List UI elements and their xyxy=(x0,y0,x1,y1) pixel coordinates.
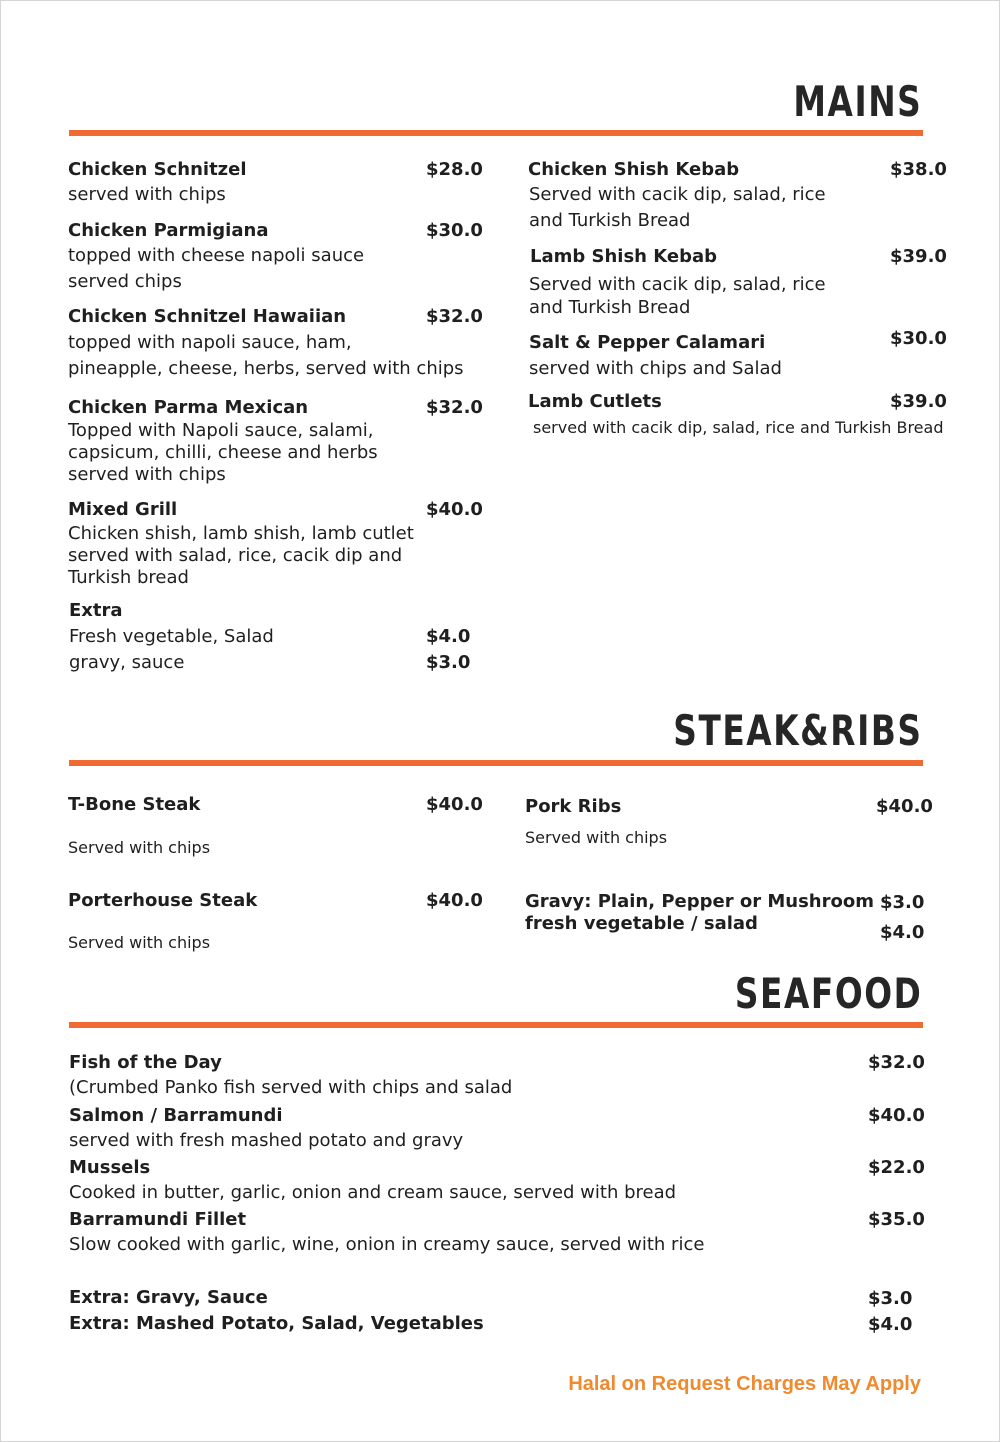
item-description: Cooked in butter, garlic, onion and cream sauce, served with bread xyxy=(69,1182,677,1203)
extra-label: Extra xyxy=(69,600,123,621)
item-description: topped with cheese napoli sauce xyxy=(68,245,365,266)
item-name: Porterhouse Steak xyxy=(68,890,258,911)
item-name: Chicken Parmigiana xyxy=(68,220,269,241)
seafood-divider xyxy=(69,1022,923,1028)
item-description: (Crumbed Panko fish served with chips and salad xyxy=(69,1077,513,1098)
extra-item-price: $3.0 xyxy=(868,1288,913,1309)
item-name: Lamb Cutlets xyxy=(528,391,662,412)
item-price: $22.0 xyxy=(868,1157,925,1178)
item-name: Salmon / Barramundi xyxy=(69,1105,283,1126)
item-name: fresh vegetable / salad xyxy=(525,913,758,934)
item-price: $4.0 xyxy=(880,922,925,943)
item-description: Served with cacik dip, salad, rice xyxy=(529,274,826,295)
item-price: $39.0 xyxy=(890,246,947,267)
item-description: Served with chips xyxy=(525,828,668,847)
item-name: Mixed Grill xyxy=(68,499,178,520)
item-name: T-Bone Steak xyxy=(68,794,201,815)
item-description: Slow cooked with garlic, wine, onion in creamy sauce, served with rice xyxy=(69,1234,705,1255)
item-description: Served with chips xyxy=(68,933,211,952)
extra-item-price: $4.0 xyxy=(426,626,471,647)
extra-item-name: Fresh vegetable, Salad xyxy=(69,626,274,647)
item-price: $40.0 xyxy=(876,796,933,817)
item-description: served with cacik dip, salad, rice and Turkish Bread xyxy=(533,418,944,437)
item-name: Chicken Schnitzel Hawaiian xyxy=(68,306,347,327)
halal-note: Halal on Request Charges May Apply xyxy=(568,1373,921,1395)
item-description: served chips xyxy=(68,271,182,292)
item-price: $30.0 xyxy=(890,328,947,349)
steak-ribs-divider xyxy=(69,760,923,766)
item-description: pineapple, cheese, herbs, served with chips xyxy=(68,358,464,379)
item-name: Pork Ribs xyxy=(525,796,622,817)
item-price: $40.0 xyxy=(426,794,483,815)
item-price: $40.0 xyxy=(868,1105,925,1126)
item-price: $32.0 xyxy=(426,397,483,418)
item-name: Mussels xyxy=(69,1157,151,1178)
item-description: Turkish bread xyxy=(68,567,189,588)
item-description: served with chips and Salad xyxy=(529,358,782,379)
item-description: Chicken shish, lamb shish, lamb cutlet xyxy=(68,523,414,544)
extra-item-price: $4.0 xyxy=(868,1314,913,1335)
extra-item-name: gravy, sauce xyxy=(69,652,185,673)
mains-divider xyxy=(69,130,923,136)
item-name: Fish of the Day xyxy=(69,1052,222,1073)
item-name: Lamb Shish Kebab xyxy=(530,246,718,267)
extra-item-price: $3.0 xyxy=(426,652,471,673)
item-price: $32.0 xyxy=(868,1052,925,1073)
item-price: $3.0 xyxy=(880,892,925,913)
item-name: Chicken Shish Kebab xyxy=(528,159,740,180)
steak-ribs-title: STEAK&RIBS xyxy=(672,706,922,755)
item-description: and Turkish Bread xyxy=(529,210,691,231)
item-price: $38.0 xyxy=(890,159,947,180)
item-price: $40.0 xyxy=(426,499,483,520)
item-description: Served with chips xyxy=(68,838,211,857)
item-description: capsicum, chilli, cheese and herbs xyxy=(68,442,378,463)
extra-item-name: Extra: Gravy, Sauce xyxy=(69,1287,268,1308)
extra-item-name: Extra: Mashed Potato, Salad, Vegetables xyxy=(69,1313,484,1334)
item-description: and Turkish Bread xyxy=(529,297,691,318)
item-name: Chicken Parma Mexican xyxy=(68,397,309,418)
item-description: topped with napoli sauce, ham, xyxy=(68,332,352,353)
seafood-title: SEAFOOD xyxy=(734,969,922,1018)
item-description: served with salad, rice, cacik dip and xyxy=(68,545,403,566)
item-name: Chicken Schnitzel xyxy=(68,159,247,180)
item-description: Served with cacik dip, salad, rice xyxy=(529,184,826,205)
item-description: served with chips xyxy=(68,184,226,205)
item-description: served with fresh mashed potato and gravy xyxy=(69,1130,464,1151)
item-name: Gravy: Plain, Pepper or Mushroom xyxy=(525,891,874,912)
item-price: $28.0 xyxy=(426,159,483,180)
item-price: $32.0 xyxy=(426,306,483,327)
item-price: $39.0 xyxy=(890,391,947,412)
item-name: Barramundi Fillet xyxy=(69,1209,247,1230)
item-price: $30.0 xyxy=(426,220,483,241)
item-name: Salt & Pepper Calamari xyxy=(529,332,766,353)
mains-title: MAINS xyxy=(793,77,922,126)
item-description: served with chips xyxy=(68,464,226,485)
item-price: $40.0 xyxy=(426,890,483,911)
item-description: Topped with Napoli sauce, salami, xyxy=(68,420,374,441)
item-price: $35.0 xyxy=(868,1209,925,1230)
